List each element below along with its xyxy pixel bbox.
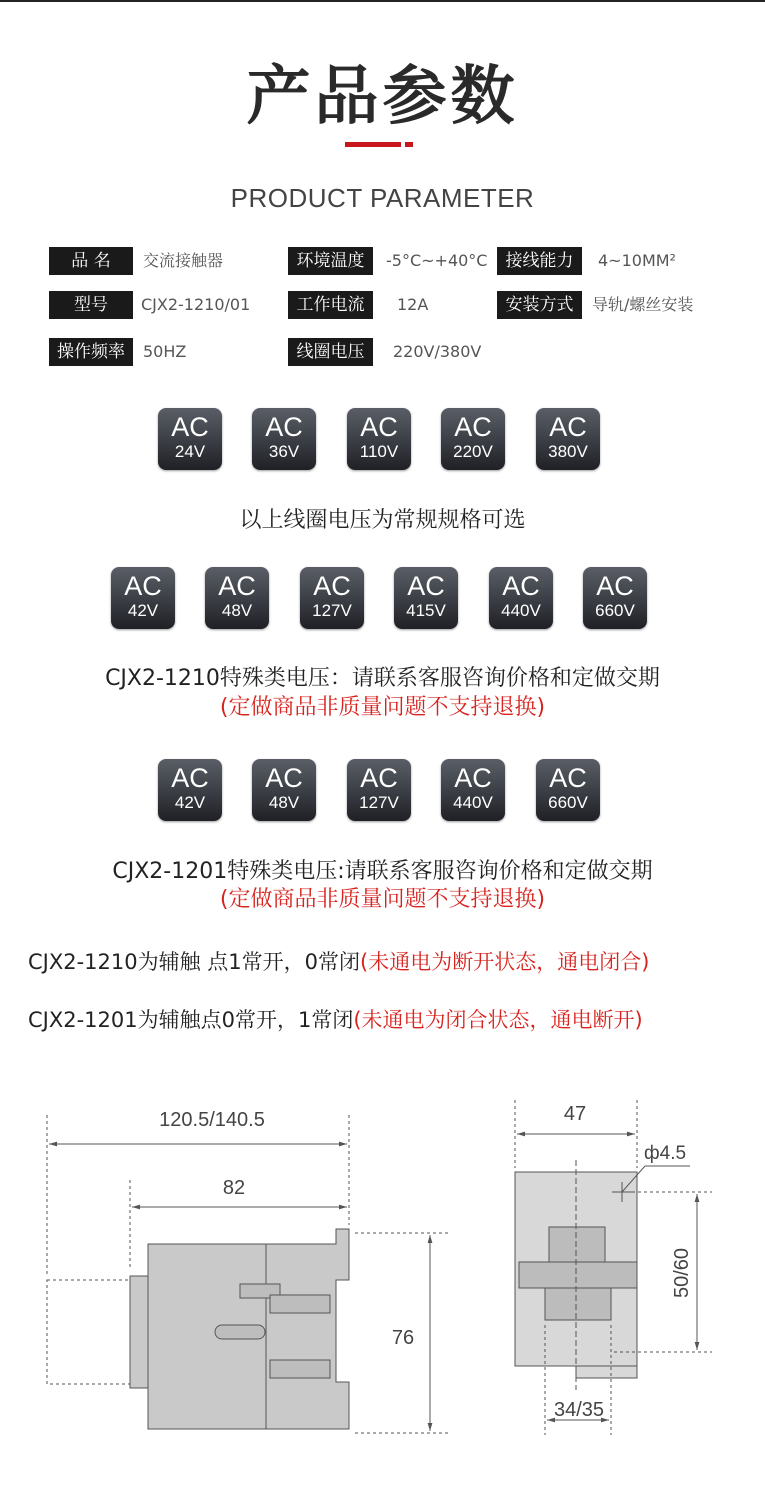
param-label-temp: 环境温度 (288, 247, 373, 275)
special-1201-caption: CJX2-1201特殊类电压:请联系客服咨询价格和定做交期 (112, 859, 653, 884)
dim-label-front-width: 47 (563, 1103, 587, 1125)
param-value-temp: -5°C~+40°C (386, 251, 488, 270)
dim-label-height: 76 (391, 1327, 415, 1349)
special-1210-caption: CJX2-1210特殊类电压：请联系客服咨询价格和定做交期 (105, 666, 660, 691)
special-1201-warning: (定做商品非质量问题不支持退换) (219, 887, 546, 912)
voltage-badge: AC 660V (536, 759, 600, 821)
param-label-name: 品 名 (49, 247, 133, 275)
side-view-pin (215, 1325, 265, 1339)
top-border-line (0, 0, 765, 2)
side-view-terminal-top (270, 1295, 330, 1313)
side-view-terminal-bottom (270, 1360, 330, 1378)
side-view-back-plate (130, 1276, 148, 1388)
param-value-frequency: 50HZ (143, 342, 187, 361)
param-value-name: 交流接触器 (143, 251, 224, 270)
dim-label-body-width: 82 (222, 1177, 246, 1199)
contact-note-1210 (28, 946, 649, 976)
voltage-badge: AC 110V (347, 408, 411, 470)
page-subtitle: PRODUCT PARAMETER (230, 183, 535, 213)
voltage-badge: AC 440V (489, 567, 553, 629)
param-value-current: 12A (397, 295, 429, 314)
voltage-badge: AC 42V (158, 759, 222, 821)
voltage-badge: AC 48V (252, 759, 316, 821)
voltage-badge: AC 24V (158, 408, 222, 470)
param-label-coil: 线圈电压 (288, 338, 373, 366)
param-value-mount: 导轨/螺丝安装 (592, 295, 694, 314)
param-value-wiring: 4~10MM² (598, 251, 676, 270)
param-label-current: 工作电流 (288, 291, 373, 319)
side-view (47, 1115, 448, 1433)
title-accent-bar (345, 142, 401, 147)
contact-note-highlight: (未通电为闭合状态，通电断开) (353, 1008, 643, 1032)
voltage-badge: AC 36V (252, 408, 316, 470)
voltage-badge: AC 440V (441, 759, 505, 821)
voltage-badge: AC 220V (441, 408, 505, 470)
front-view-foot (576, 1366, 637, 1378)
side-view-extension (47, 1280, 130, 1384)
param-label-model: 型号 (49, 291, 133, 319)
contact-note-text: CJX2-1201为辅触点0常开，1常闭 (28, 1008, 354, 1032)
voltage-badge: AC 127V (347, 759, 411, 821)
page-title: 产品参数 (246, 60, 519, 134)
voltage-badge: AC 42V (111, 567, 175, 629)
voltage-badge: AC 48V (205, 567, 269, 629)
voltage-badge: AC 380V (536, 408, 600, 470)
front-view-block-bottom (545, 1288, 611, 1320)
dim-label-total-width: 120.5/140.5 (159, 1109, 265, 1131)
dim-label-rail-width: 34/35 (553, 1399, 605, 1421)
standard-voltage-caption: 以上线圈电压为常规规格可选 (239, 508, 526, 533)
dim-label-hole: ф4.5 (644, 1143, 687, 1164)
contact-note-highlight: (未通电为断开状态，通电闭合) (360, 950, 650, 974)
param-label-mount: 安装方式 (497, 291, 582, 319)
voltage-badge: AC 127V (300, 567, 364, 629)
voltage-badge: AC 415V (394, 567, 458, 629)
front-view-block-top (549, 1227, 605, 1263)
contact-note-text: CJX2-1210为辅触 点1常开，0常闭 (28, 950, 361, 974)
contact-note-1201 (28, 1004, 643, 1034)
param-label-frequency: 操作频率 (49, 338, 133, 366)
param-label-wiring: 接线能力 (497, 247, 582, 275)
dimension-drawing (0, 1090, 765, 1490)
special-1210-warning: (定做商品非质量问题不支持退换) (219, 695, 546, 720)
param-value-coil: 220V/380V (393, 342, 482, 361)
param-value-model: CJX2-1210/01 (141, 295, 251, 314)
title-accent-dot (405, 142, 413, 147)
voltage-badge: AC 660V (583, 567, 647, 629)
dim-label-hole-spacing: 50/60 (671, 1247, 693, 1299)
front-view-rail (519, 1262, 637, 1288)
